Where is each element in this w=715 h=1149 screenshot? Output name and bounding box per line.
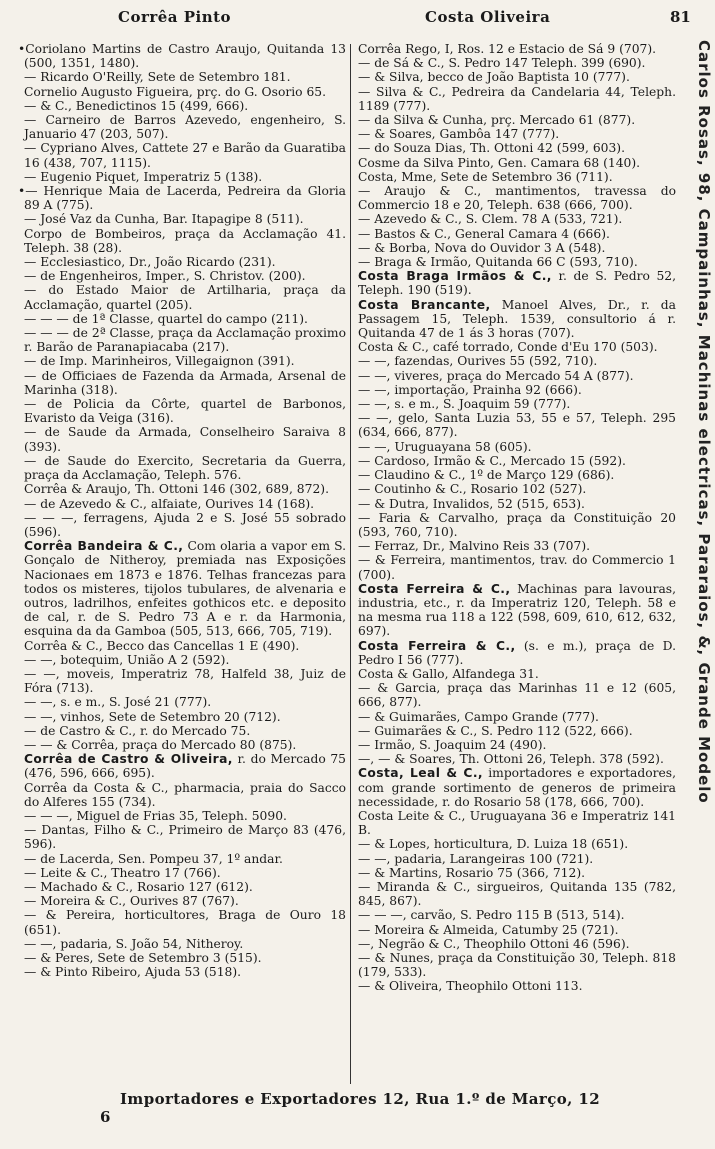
directory-entry: — Azevedo & C., S. Clem. 78 A (533, 721).: [358, 212, 623, 227]
entry-text: r. de S. Pedro 52, Teleph. 190 (519).: [358, 269, 676, 298]
directory-entry: Corpo de Bombeiros, praça da Acclamação 41. Teleph. 38 (28).: [24, 226, 346, 255]
directory-entry: — Moreira & C., Ourives 87 (767).: [24, 894, 239, 909]
edge-advertisement: [695, 40, 713, 1090]
directory-entry: — & Peres, Sete de Setembro 3 (515).: [24, 951, 262, 965]
directory-entry: [358, 269, 676, 297]
directory-entry: — de Azevedo & C., alfaiate, Ourives 14 (168).: [24, 496, 315, 511]
footer-advertisement: Importadores e Exportadores 12, Rua 1.º de Março, 12: [120, 1090, 601, 1108]
directory-entry: — —, padaria, Larangeiras 100 (721).: [358, 851, 594, 866]
directory-entry: — —, botequim, União A 2 (592).: [24, 652, 230, 667]
left-column: [24, 42, 346, 979]
directory-entry: —, — & Soares, Th. Ottoni 26, Teleph. 378 (592).: [358, 752, 664, 767]
directory-entry: [358, 582, 676, 639]
directory-entry: Corrêa & Araujo, Th. Ottoni 146 (302, 689, 872).: [24, 482, 329, 497]
directory-entry: — Dantas, Filho & C., Primeiro de Março 83 (476, 596).: [24, 823, 346, 852]
directory-entry: —, Negrão & C., Theophilo Ottoni 46 (596).: [358, 936, 630, 951]
entry-firm-name: Costa Ferreira & C.,: [358, 581, 511, 596]
directory-entry: • Coriolano Martins de Castro Araujo, Quitanda 13 (500, 1351, 1480).: [24, 42, 346, 70]
directory-entry: — José Vaz da Cunha, Bar. Itapagipe 8 (511).: [24, 212, 304, 227]
directory-entry: — de Saude do Exercito, Secretaria da Guerra, praça da Acclamação, Teleph. 576.: [24, 453, 346, 483]
directory-entry: — —, fazendas, Ourives 55 (592, 710).: [358, 354, 598, 369]
directory-entry: Cosme da Silva Pinto, Gen. Camara 68 (140).: [358, 155, 641, 170]
directory-entry: — Carneiro de Barros Azevedo, engenheiro, S. Januario 47 (203, 507).: [24, 113, 346, 142]
entry-text: Machinas para lavouras, industria, etc., r. da Imperatriz 120, Teleph. 58 e na mesma rua 118 a 122 (598, 609, 610, 612, 632, 697).: [358, 581, 676, 639]
directory-entry: — da Silva & Cunha, prç. Mercado 61 (877).: [358, 113, 636, 128]
directory-entry: — Ricardo O'Reilly, Sete de Setembro 181.: [24, 70, 291, 85]
directory-entry: — Faria & Carvalho, praça da Constituição 20 (593, 760, 710).: [358, 510, 676, 539]
footer-signature-number: 6: [100, 1108, 111, 1126]
directory-entry: — Cardoso, Irmão & C., Mercado 15 (592).: [358, 453, 626, 468]
directory-entry: — — —, ferragens, Ajuda 2 e S. José 55 sobrado (596).: [24, 510, 346, 539]
directory-entry: — Guimarães & C., S. Pedro 112 (522, 666).: [358, 723, 633, 738]
directory-entry: — & Guimarães, Campo Grande (777).: [358, 709, 599, 724]
directory-entry: — de Sá & C., S. Pedro 147 Teleph. 399 (690).: [358, 56, 646, 71]
right-column: [358, 42, 676, 994]
directory-entry: — —, s. e m., S. José 21 (777).: [24, 695, 212, 710]
entry-firm-name: Costa, Leal & C.,: [358, 766, 483, 781]
directory-entry: — Eugenio Piquet, Imperatriz 5 (138).: [24, 169, 263, 184]
directory-entry: — —, padaria, S. João 54, Nitheroy.: [24, 936, 244, 951]
directory-entry: Corrêa & C., Becco das Cancellas 1 E (490).: [24, 638, 300, 653]
directory-entry: Cornelio Augusto Figueira, prç. do G. Osorio 65.: [24, 84, 327, 99]
directory-entry: Corrêa da Costa & C., pharmacia, praia do Sacco do Alferes 155 (734).: [24, 780, 346, 809]
directory-entry: — — — de 1ª Classe, quartel do campo (211).: [24, 311, 308, 326]
entry-firm-name: Corrêa Bandeira & C.,: [24, 539, 184, 554]
directory-entry: [358, 639, 676, 667]
directory-entry: — —, importação, Prainha 92 (666).: [358, 382, 582, 397]
edge-advertisement-text: Carlos Rosas, 98, Campainhas, Machinas electricas, Pararaios, &, Grande Modelo: [695, 40, 713, 804]
directory-entry: — de Policia da Côrte, quartel de Barbonos, Evaristo da Veiga (316).: [24, 397, 346, 426]
directory-entry: • — Henrique Maia de Lacerda, Pedreira da Gloria 89 A (775).: [24, 184, 346, 212]
directory-entry: — Miranda & C., sirgueiros, Quitanda 135 (782, 845, 867).: [358, 879, 676, 909]
directory-entry: — & Pinto Ribeiro, Ajuda 53 (518).: [24, 965, 242, 980]
directory-entry: — & Martins, Rosario 75 (366, 712).: [358, 865, 586, 880]
directory-entry: — Cypriano Alves, Cattete 27 e Barão da Guaratiba 16 (438, 707, 1115).: [24, 141, 346, 170]
entry-text: (s. e m.), praça de D. Pedro I 56 (777).: [358, 638, 676, 667]
directory-entry: — do Souza Dias, Th. Ottoni 42 (599, 603).: [358, 141, 625, 156]
page-footer: [0, 1090, 715, 1126]
header-right-title: Costa Oliveira: [425, 8, 551, 26]
directory-entry: — —, vinhos, Sete de Setembro 20 (712).: [24, 709, 281, 724]
directory-entry: Costa & C., café torrado, Conde d'Eu 170 (503).: [358, 340, 658, 355]
directory-entry: — Araujo & C., mantimentos, travessa do Commercio 18 e 20, Teleph. 638 (666, 700).: [358, 184, 676, 213]
directory-entry: — Ecclesiastico, Dr., João Ricardo (231).: [24, 255, 276, 270]
directory-entry: — —, gelo, Santa Luzia 53, 55 e 57, Teleph. 295 (634, 666, 877).: [358, 411, 676, 440]
entry-firm-name: Costa Ferreira & C.,: [358, 638, 516, 653]
directory-entry: — —, s. e m., S. Joaquim 59 (777).: [358, 397, 571, 412]
entry-text: Manoel Alves, Dr., r. da Passagem 15, Teleph. 1539, consultorio á r. Quitanda 47 de 1 ás 3 horas (707).: [358, 297, 676, 341]
directory-entry: Corrêa Rego, I, Ros. 12 e Estacio de Sá 9 (707).: [358, 42, 657, 56]
directory-entry: — & Garcia, praça das Marinhas 11 e 12 (605, 666, 877).: [358, 681, 676, 710]
directory-entry: — Bastos & C., General Camara 4 (666).: [358, 226, 610, 241]
directory-entry: — & Pereira, horticultores, Braga de Ouro 18 (651).: [24, 908, 346, 937]
directory-entry: [358, 298, 676, 341]
entry-firm-name: Costa Braga Irmãos & C.,: [358, 269, 552, 284]
header-left-title: Corrêa Pinto: [118, 8, 232, 26]
directory-entry: — Claudino & C., 1º de Março 129 (686).: [358, 468, 615, 483]
directory-entry: — & Lopes, horticultura, D. Luiza 18 (651).: [358, 837, 629, 852]
directory-entry: — Silva & C., Pedreira da Candelaria 44, Teleph. 1189 (777).: [358, 84, 676, 113]
directory-entry: — & Ferreira, mantimentos, trav. do Commercio 1 (700).: [358, 553, 676, 582]
directory-entry: — de Saude da Armada, Conselheiro Saraiva 8 (393).: [24, 425, 346, 454]
directory-entry: — Leite & C., Theatro 17 (766).: [24, 865, 221, 880]
entry-firm-name: Corrêa de Castro & Oliveira,: [24, 752, 233, 767]
directory-entry: — de Castro & C., r. do Mercado 75.: [24, 723, 251, 738]
entry-firm-name: Costa Brancante,: [358, 297, 491, 312]
directory-entry: — — — de 2ª Classe, praça da Acclamação proximo r. Barão de Paranapiacaba (217).: [24, 326, 346, 355]
directory-entry: — & Silva, becco de João Baptista 10 (777).: [358, 70, 630, 85]
directory-entry: — — —, carvão, S. Pedro 115 B (513, 514).: [358, 908, 625, 923]
directory-entry: [358, 766, 676, 809]
directory-entry: — — —, Miguel de Frias 35, Teleph. 5090.: [24, 808, 287, 823]
entry-text: Com olaria a vapor em S. Gonçalo de Nitheroy, premiada nas Exposições Nacionaes em 1873 e 1876. Telhas francezas para todos os misteres, tijolos tubulares, de alvenaria e outros, ladrilhos, enfeites gothicos etc. e deposito de cal, r. de S. Pedro 73 A e r. da Harmonia, esquina da da Gamboa (505, 513, 666, 705, 719).: [24, 539, 346, 639]
directory-entry: — —, viveres, praça do Mercado 54 A (877).: [358, 368, 634, 383]
directory-entry: — — & Corrêa, praça do Mercado 80 (875).: [24, 737, 297, 752]
directory-entry: — —, Uruguayana 58 (605).: [358, 439, 532, 454]
directory-entry: — de Imp. Marinheiros, Villegaignon (391).: [24, 354, 295, 369]
directory-entry: — & Soares, Gambôa 147 (777).: [358, 127, 560, 142]
entry-text: r. do Mercado 75 (476, 596, 666, 695).: [24, 752, 346, 781]
directory-entry: — de Engenheiros, Imper., S. Christov. (200).: [24, 269, 306, 284]
page-header: [0, 8, 715, 34]
directory-entry: — Braga & Irmão, Quitanda 66 C (593, 710).: [358, 255, 638, 270]
directory-entry: [24, 539, 346, 638]
directory-entry: — Machado & C., Rosario 127 (612).: [24, 879, 253, 894]
directory-entry: Costa & Gallo, Alfandega 31.: [358, 666, 539, 681]
directory-entry: — Moreira & Almeida, Catumby 25 (721).: [358, 922, 619, 937]
entry-text: importadores e exportadores, com grande sortimento de generos de primeira necessidade, r. do Rosario 58 (178, 666, 700).: [358, 766, 676, 809]
directory-entry: — Coutinho & C., Rosario 102 (527).: [358, 482, 587, 497]
directory-entry: — Irmão, S. Joaquim 24 (490).: [358, 737, 547, 752]
directory-entry: Costa Leite & C., Uruguayana 36 e Imperatriz 141 B.: [358, 808, 676, 838]
directory-entry: — & C., Benedictinos 15 (499, 666).: [24, 98, 249, 113]
directory-entry: — & Oliveira, Theophilo Ottoni 113.: [358, 979, 583, 994]
directory-entry: — de Officiaes de Fazenda da Armada, Arsenal de Marinha (318).: [24, 368, 346, 397]
directory-entry: — & Dutra, Invalidos, 52 (515, 653).: [358, 496, 585, 511]
directory-entry: Costa, Mme, Sete de Setembro 36 (711).: [358, 169, 613, 184]
page-number: 81: [670, 8, 691, 26]
column-divider: [350, 44, 351, 1084]
directory-entry: — & Borba, Nova do Ouvidor 3 A (548).: [358, 240, 606, 255]
directory-entry: [24, 752, 346, 780]
directory-entry: — —, moveis, Imperatriz 78, Halfeld 38, Juiz de Fóra (713).: [24, 666, 346, 696]
directory-entry: — do Estado Maior de Artilharia, praça da Acclamação, quartel (205).: [24, 283, 346, 312]
directory-entry: — Ferraz, Dr., Malvino Reis 33 (707).: [358, 539, 591, 554]
directory-entry: — de Lacerda, Sen. Pompeu 37, 1º andar.: [24, 851, 283, 866]
directory-entry: — & Nunes, praça da Constituição 30, Teleph. 818 (179, 533).: [358, 951, 676, 980]
